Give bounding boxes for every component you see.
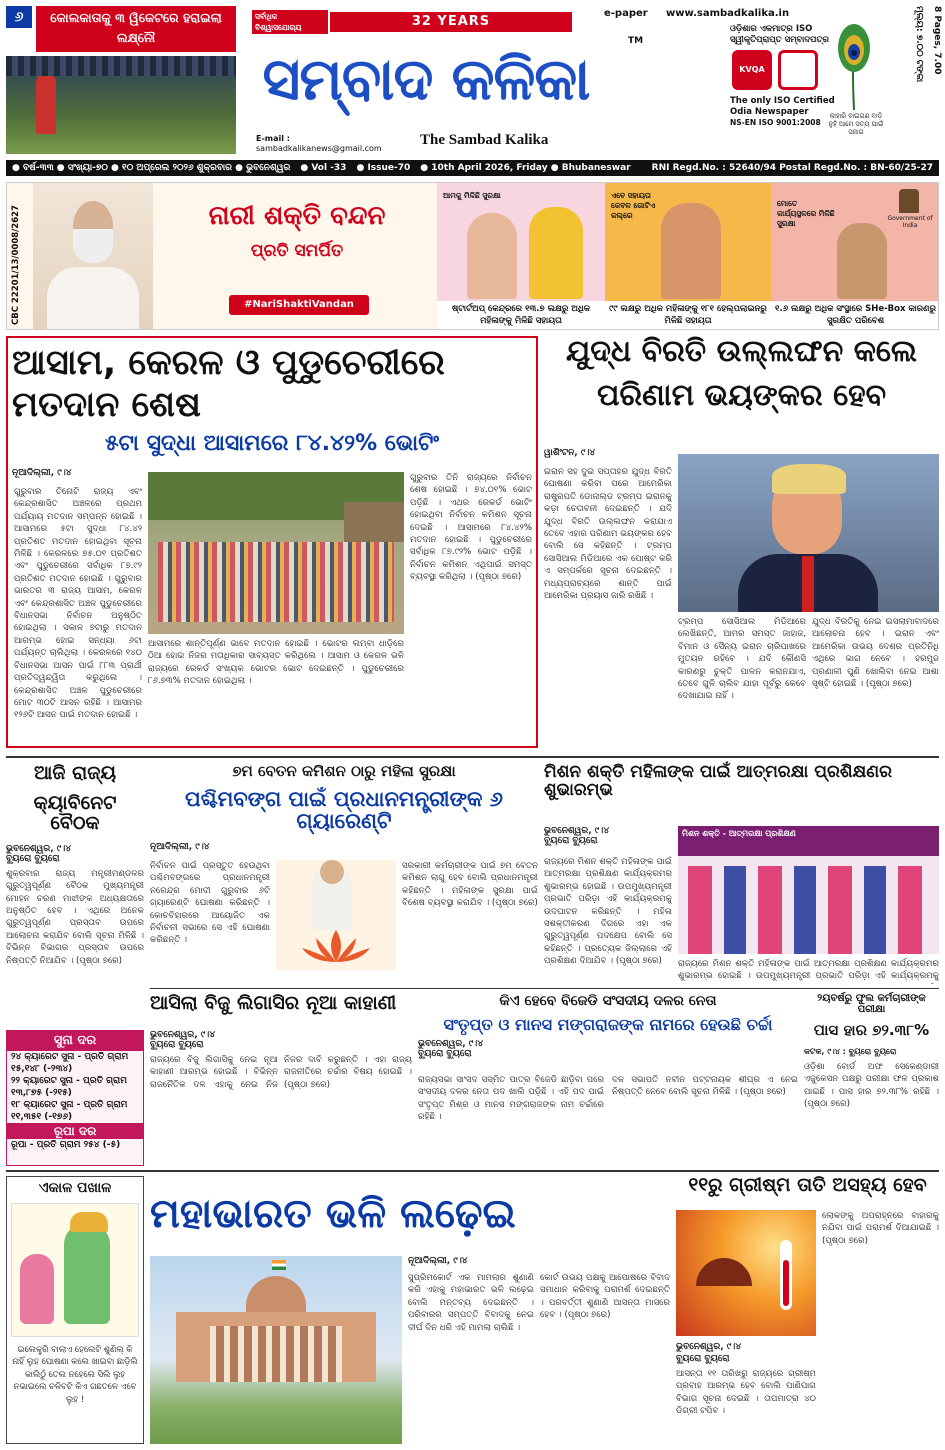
story7-kicker: କିଏ ହେବେ ବିଜେଡି ସଂସଦୀୟ ଦଳର ନେତା <box>499 993 717 1009</box>
cricket-photo <box>6 56 236 154</box>
story5-byline: ଭୁବନେଶ୍ୱର, ୯।୪ <box>544 826 610 836</box>
story6-byline: ଭୁବନେଶ୍ୱର, ୯।୪ <box>150 1029 216 1040</box>
story2-col3: ଯୁଦ୍ଧ ବିରତିକୁ ନେଇ ଇସଲାମାବାଦରେ ଆଲୋଚନା ହେବ । ଇରାନ ଏବଂ ଆମେରିକା ଉଭୟ ଦେଶର ପ୍ରତିନିଧି ଏଥିରେ ଭାଗ ନେବେ । ହରମୁଜ ପ୍ରଣାଳୀ ପୁଣି ଖୋଲିବା ନେଇ ଆଶା ସୃଷ୍ଟି ହୋଇଛି । (ପୃଷ୍ଠା ୭ରେ) <box>812 617 939 690</box>
voters-queue-photo <box>148 472 404 634</box>
trump-tie <box>802 556 814 612</box>
silver-title: ରୂପା ଦର <box>7 1123 143 1139</box>
cartoon-box <box>6 1176 144 1444</box>
story10-col1: ଆସନ୍ତା ୧୧ ତାରିଖରୁ ରାଜ୍ୟରେ ଗ୍ରୀଷ୍ମ ପ୍ରବାହ ଆରମ୍ଭ ହେବ ବୋଲି ପାଣିପାଗ ବିଭାଗ ସୂଚନା ଦେଇଛି । ତାପମାତ୍ରା ୪୦ ଡିଗ୍ରୀ ଟପିବ । <box>676 1369 816 1417</box>
cartoon-title: ଏକାଳ ପଖାଳ <box>38 1180 112 1196</box>
iso-logo-1: KVQA <box>732 50 772 90</box>
cartoon-woman <box>20 1254 54 1324</box>
email-link[interactable]: sambadkalikanews@gmail.com <box>256 144 382 153</box>
story-ceasefire[interactable] <box>544 336 939 748</box>
story7-byline: ଭୁବନେଶ୍ୱର, ୯।୪ <box>418 1039 484 1050</box>
dateline-issue: ● Issue-70 <box>356 163 411 173</box>
story3-bureau: ବ୍ୟୁରୋ ବ୍ୟୁରୋ <box>6 853 60 864</box>
email-label: E-mail : <box>256 134 290 143</box>
story-mahabharat[interactable] <box>150 1176 670 1444</box>
pm-figure-head <box>320 860 344 884</box>
gold-row-24-value: ୧୫,୧୪୮ (-୨୩୪) <box>11 1064 73 1074</box>
ad-hashtag[interactable]: #NariShaktiVandan <box>229 295 369 315</box>
epaper-label[interactable]: e-paper <box>604 8 648 19</box>
cartoon-man <box>64 1224 110 1324</box>
story7-headline: ସଂତୃପ୍ତ ଓ ମାନସ ମଙ୍ଗରାଜଙ୍କ ନାମରେ ହେଉଛି ଚର୍ଚ୍ଚା <box>443 1014 773 1034</box>
story3-headline-1: ଆଜି ରାଜ୍ୟ <box>33 762 117 784</box>
story8-headline-1: ୨ୟବର୍ଷରୁ ଫୁଲ କର୍ମଚାରୀଙ୍କ ପରୀକ୍ଷା <box>817 993 926 1015</box>
iso-odia: ଓଡ଼ିଶାର ଏକମାତ୍ର ISO ସ୍ୱୀକୃତିପ୍ରାପ୍ତ ସମ୍ବାଦପତ୍ର <box>730 24 829 45</box>
portrait-hair <box>73 229 113 263</box>
trump-photo <box>678 454 939 612</box>
divider-3 <box>6 1170 939 1172</box>
story9-byline: ନୂଆଦିଲ୍ଲୀ, ୯।୪ <box>408 1256 468 1266</box>
ad-banner[interactable] <box>6 182 939 330</box>
story-exam-result[interactable] <box>804 994 939 1164</box>
panel1-woman-1 <box>467 213 517 299</box>
gold-title: ସୁନା ଦର <box>7 1031 143 1051</box>
story2-col2: ଟ୍ରମ୍ପ ସୋସିଆଲ ମିଡିଆରେ ଲେଖିଛନ୍ତି, ଆମର ସମସ୍ତ ଜାହାଜ, ବିମାନ ଓ ସୈନ୍ୟ ଇରାନ ଚାରିପାଖରେ ମୁତୟନ ରହିବେ । ଯଦି କୌଣସି କାରଣରୁ ଚୁକ୍ତି ପାଳନ କରାନଯାଏ, ତେବେ ଗୁଳି ଚାଲିବ ଯାହା ପୂର୍ବରୁ କେବେ ଦେଖାଯାଇ ନାହିଁ । <box>678 617 806 702</box>
story-mission-shakti[interactable] <box>544 764 939 984</box>
umbrella-shape <box>696 1258 752 1286</box>
story1-subhead: ୫ଟା ସୁଦ୍ଧା ଆସାମରେ ୮୪.୪୨% ଭୋଟିଂ <box>104 431 440 456</box>
dateline-bar <box>6 160 939 176</box>
story8-text: ଓଡ଼ିଶା ବୋର୍ଡ ଅଫ ସେକେଣ୍ଡାରୀ ଏଜୁକେସନ ପକ୍ଷରୁ ପରୀକ୍ଷା ଫଳ ପ୍ରକାଶ ପାଇଛି । ପାସ ହାର ୭୨.୩୮% ରହିଛି । (ପୃଷ୍ଠା ୭ରେ) <box>804 1061 939 1109</box>
heatwave-photo <box>676 1210 816 1336</box>
thermometer-fill <box>783 1260 789 1306</box>
gov-emblem-icon <box>899 189 919 213</box>
mission-shakti-photo <box>678 826 939 954</box>
panel2-woman <box>661 203 721 299</box>
panel1-tag: ଆମକୁ ମିଳିଛି ସୁରକ୍ଷା <box>443 191 501 200</box>
story5-text: ରାଜ୍ୟରେ ମିଶନ ଶକ୍ତି ମହିଳାଙ୍କ ପାଇଁ ଆତ୍ମରକ୍ଷା ପ୍ରଶିକ୍ଷଣ କାର୍ଯ୍ୟକ୍ରମର ଶୁଭାରମ୍ଭ ହୋଇଛି । ଉପମୁଖ୍ୟମନ୍ତ୍ରୀ ପ୍ରଭାତି ପରିଡ଼ା ଏହି କାର୍ଯ୍ୟକ୍ରମକୁ ଉଦଘାଟନ କରିଛନ୍ତି । ମହିଳା ସଶକ୍ତୀକରଣ ଦିଗରେ ଏହା ଏକ ଗୁରୁତ୍ୱପୂର୍ଣ୍ଣ ପଦକ୍ଷେପ ବୋଲି ସେ କହିଛନ୍ତି । ପ୍ରତ୍ୟେକ ଜିଲ୍ଲାରେ ଏହି ପ୍ରଶିକ୍ଷଣ ଦିଆଯିବ । (ପୃଷ୍ଠା ୭ରେ) <box>544 857 672 967</box>
dateline-date: ● 10th April 2026, Friday ● Bhubaneswar <box>420 163 631 173</box>
story2-headline-1: ଯୁଦ୍ଧ ବିରତି ଉଲ୍ଲଙ୍ଘନ କଲେ <box>565 334 918 369</box>
stage-banner: ମିଶନ ଶକ୍ତି - ଆତ୍ମରକ୍ଷା ପ୍ରଶିକ୍ଷଣ <box>678 826 939 856</box>
story-pm-guarantees[interactable] <box>150 764 538 984</box>
story-heatwave[interactable] <box>676 1176 939 1444</box>
page-number-badge: ୬ <box>6 6 32 28</box>
silver-row: ରୂପା - ପ୍ରତି ଗ୍ରାମ ୨୫୪ (-୫) <box>11 1140 121 1150</box>
story3-text: ଶୁକ୍ରବାର ରାଜ୍ୟ ମନ୍ତ୍ରୀମଣ୍ଡଳର ଗୁରୁତ୍ୱପୂର୍ଣ୍ଣ ବୈଠକ ମୁଖ୍ୟମନ୍ତ୍ରୀ ମୋହନ ଚରଣ ମାଝୀଙ୍କ ଅଧ୍ୟକ୍ଷତାରେ ଅନୁଷ୍ଠିତ ହେବ । ଏଥିରେ ଅନେକ ଗୁରୁତ୍ୱପୂର୍ଣ୍ଣ ପ୍ରସ୍ତାବ ଉପରେ ଆଲୋଚନା କରାଯିବ ବୋଲି ସୂଚନା ମିଳିଛି । ବିଭିନ୍ନ ବିଭାଗର ପ୍ରସ୍ତାବ ଉପରେ ନିଷ୍ପତ୍ତି ନିଆଯିବ । (ପୃଷ୍ଠା ୭ରେ) <box>6 868 144 966</box>
story10-byline: ଭୁବନେଶ୍ୱର, ୯।୪ <box>676 1342 742 1352</box>
pm-portrait <box>33 183 153 330</box>
iso-line3: NS-EN ISO 9001:2008 <box>730 118 821 127</box>
story5-headline: ମିଶନ ଶକ୍ତି ମହିଳାଙ୍କ ପାଇଁ ଆତ୍ମରକ୍ଷା ପ୍ରଶିକ୍ଷଣର ଶୁଭାରମ୍ଭ <box>544 762 892 800</box>
trademark: TM <box>628 36 644 46</box>
panel2-tag: ଏବେ ସହାୟତା କେବଳ ଗୋଟିଏ କଲ୍‌ରେ <box>611 191 656 220</box>
flag-icon <box>272 1260 286 1270</box>
story4-col2: ସରକାରୀ କର୍ମଚାରୀଙ୍କ ପାଇଁ ୭ମ ବେତନ କମିଶନ ଲାଗୁ ହେବ ବୋଲି ପ୍ରଧାନମନ୍ତ୍ରୀ କହିଛନ୍ତି । ମହିଳାଙ୍କ ସୁରକ୍ଷା ପାଇଁ ବିଶେଷ ବ୍ୟବସ୍ଥା କରାଯିବ । (ପୃଷ୍ଠା ୭ରେ) <box>402 861 538 909</box>
story-bjd-leader[interactable] <box>418 994 798 1164</box>
peacock-feather-icon <box>834 20 874 110</box>
thermometer-icon <box>780 1240 792 1310</box>
cartoon-drawing <box>11 1203 139 1337</box>
ad-cbc-code: CBC 22201/13/0008/2627 <box>11 205 21 325</box>
divider-1 <box>6 756 939 758</box>
story4-kicker: ୭ମ ବେତନ କମିଶନ ଠାରୁ ମହିଳା ସୁରକ୍ଷା <box>232 762 456 780</box>
story1-col3: ଗୁରୁବାର ତିନି ରାଜ୍ୟରେ ନିର୍ବାଚନ ଶେଷ ହୋଇଛି । ୭୪.୦୧% ଭୋଟ ପଡ଼ିଛି । ଏଥର ରେକର୍ଡ ଭୋଟିଂ ହୋଇଥିବା ନିର୍ବାଚନ କମିଶନ ସୂଚନା ଦେଇଛି । ଆସାମରେ ୮୪.୪୨% ମତଦାନ ହୋଇଛି । ପୁଡୁଚେରୀରେ ସର୍ବାଧିକ ୮୭.୯୨% ଭୋଟ ପଡ଼ିଛି । ନିର୍ବାଚନ କମିଶନ ଏଥିପାଇଁ ସମସ୍ତ ବ୍ୟବସ୍ଥା କରିଥିଲା । (ପୃଷ୍ଠା ୭ରେ) <box>410 473 532 583</box>
panel3-woman <box>837 223 887 299</box>
gold-row-18-value: ୧୧,୩୫୧ (-୧୭୬) <box>11 1112 73 1122</box>
gold-row-24-label: ୨୪ କ୍ୟାରେଟ ସୁନା - ପ୍ରତି ଗ୍ରାମ <box>11 1052 129 1062</box>
price-vertical: ମୂଲ୍ୟ: ୭.୦୦ ଟଙ୍କା <box>914 6 924 83</box>
tagline-box: ସର୍ବାଧିକ ବିଶ୍ୱାସଯୋଗ୍ୟ ସମ୍ବାଦପତ୍ର <box>252 10 328 34</box>
story8-byline: କଟକ, ୯।୪ : ବ୍ୟୁରୋ ବ୍ୟୁରୋ <box>804 1046 897 1056</box>
panel1-woman-2 <box>529 207 583 299</box>
ad-subtitle: ପ୍ରତି ସମର୍ପିତ <box>250 241 344 261</box>
ad-panel-1 <box>437 183 605 330</box>
rates-box <box>6 1030 144 1166</box>
story1-byline: ନୂଆଦିଲ୍ଲୀ, ୯।୪ <box>12 468 72 478</box>
panel3-tag: ମୋତେ କାର୍ଯ୍ୟସ୍ଥଳରେ ମିଳିଛି ସୁରକ୍ଷା <box>777 199 835 228</box>
panel3-caption: ୧.୬ ଲକ୍ଷରୁ ଅଧିକ ସଂସ୍ଥାରେ SHe-Box କାରଣରୁ ସୁରକ୍ଷିତ ପରିବେଶ <box>771 301 939 330</box>
story8-headline-2: ପାସ ହାର ୭୨.୩୮% <box>813 1021 930 1039</box>
women-group <box>688 866 929 954</box>
pages-vertical: 8 Pages, 7.00 <box>932 6 942 75</box>
pm-rally-photo <box>276 860 396 970</box>
dateline-rni: RNI Regd.No. : 52640/94 Postal Regd.No. : BN-60/25-27 <box>651 163 933 173</box>
masthead <box>0 0 945 158</box>
queue-people <box>158 542 394 622</box>
story4-byline: ନୂଆଦିଲ୍ଲୀ, ୯।୪ <box>150 841 210 852</box>
divider-2 <box>150 988 939 989</box>
cartoon-caption: ଇଲେକ୍ଟ୍ରି ବାଲାଏ ହେଲେଟି ଶୁଣିଲ୍ କି ନାହିଁ ଲୁହ ଘୋଷଣା କଲେ ଖାଇବା ଛାଡ଼ିଲି କାଲିଠୁଁ ତେଲ ନହେଲେ ସିଲି ଲୁହ ନଭାଇଲେ ଚଳିବଟି କିଏ ଗଛତଳେ ଏବେ ଲୁହ ! <box>12 1344 138 1404</box>
ad-panel-2 <box>605 183 771 330</box>
story9-col2: କୋର୍ଟ ଉଭୟ ପକ୍ଷକୁ ଆପୋଷରେ ବିବାଦ ସମାଧାନ କରିବାକୁ ପରାମର୍ଶ ଦେଇଛନ୍ତି । ପରବର୍ତ୍ତୀ ଶୁଣାଣି ଆସନ୍ତା ମାସରେ ହେବ । (ପୃଷ୍ଠା ୭ରେ) <box>540 1273 670 1321</box>
story7-col2: ଦଳ ସଭାପତି ନବୀନ ପଟ୍ଟନାୟକ ଶୀଘ୍ର ଏ ନେଇ ନିଷ୍ପତ୍ତି ନେବେ ବୋଲି ସୂଚନା ମିଳିଛି । (ପୃଷ୍ଠା ୭ରେ) <box>612 1075 798 1098</box>
story4-headline: ପଶ୍ଚିମବଙ୍ଗ ପାଇଁ ପ୍ରଧାନମନ୍ତ୍ରୀଙ୍କ ୬ ଗ୍ୟାରେଣ୍ଟି <box>184 786 503 833</box>
story1-col2: ଆସାମରେ ଶାନ୍ତିପୂର୍ଣ୍ଣ ଭାବେ ମତଦାନ ହୋଇଛି । ଭୋଟର ଲମ୍ବା ଧାଡ଼ିରେ ଠିଆ ହୋଇ ନିଜର ମତାଧିକାର ସାବ୍ୟସ୍ତ କରିଥିଲେ । ଆସାମ ଓ କେରଳ ଭଳି ରାଜ୍ୟରେ ରେକର୍ଡ ସଂଖ୍ୟକ ଭୋଟର ଭୋଟ ଦେଇଛନ୍ତି । ପୁଡୁଚେରୀରେ ୮୬.୭୩% ମତଦାନ ହୋଇଥିଲା । <box>148 639 404 687</box>
story10-col2: ଲୋକଙ୍କୁ ଅପରାହ୍ନରେ ବାହାରକୁ ନଯିବା ପାଇଁ ପରାମର୍ଶ ଦିଆଯାଇଛି । (ପୃଷ୍ଠା ୭ରେ) <box>822 1211 939 1246</box>
story5-bureau: ବ୍ୟୁରୋ ବ୍ୟୁରୋ <box>544 836 598 846</box>
story3-byline: ଭୁବନେଶ୍ୱର, ୯।୪ <box>6 843 72 854</box>
years-ribbon: 32 YEARS <box>330 12 572 32</box>
crowd-strip <box>6 56 236 76</box>
story6-headline: ଆସିଲା ବିଜୁ ଲିଗାସିର ନୂଆ କାହାଣୀ <box>150 992 397 1014</box>
gold-row-18-label: ୧୮ କ୍ୟାରେଟ ସୁନା - ପ୍ରତି ଗ୍ରାମ <box>11 1100 128 1110</box>
story9-headline: ମହାଭାରତ ଭଳି ଲଢ଼େଇ <box>150 1191 516 1237</box>
portrait-body <box>47 267 139 330</box>
story2-col1: ଇରାନ ସହ ଦୁଇ ସପ୍ତାହର ଯୁଦ୍ଧ ବିରତି ଘୋଷଣା କରିବା ପରେ ଆମେରିକା ରାଷ୍ଟ୍ରପତି ଡୋନାଲ୍ଡ ଟ୍ରମ୍ପ ଇରାନକୁ କଡ଼ା ଚେତାବନୀ ଦେଇଛନ୍ତି । ଯଦି ଯୁଦ୍ଧ ବିରତି ଉଲ୍ଲଙ୍ଘନ କରାଯାଏ ତେବେ ଏହାର ପରିଣାମ ଭୟଙ୍କର ହେବ ବୋଲି ସେ କହିଛନ୍ତି । ଟ୍ରମ୍ପ ସୋସିଆଲ ମିଡିଆରେ ଏକ ପୋଷ୍ଟ କରି ଏ ସମ୍ପର୍କରେ ସୂଚନା ଦେଇଛନ୍ତି । ମଧ୍ୟପ୍ରାଚ୍ୟରେ ଶାନ୍ତି ପାଇଁ ଆମେରିକା ପ୍ରୟାସ ଜାରି ରଖିଛି । <box>544 467 672 602</box>
story-biju-legacy[interactable] <box>150 994 412 1164</box>
lotus-icon <box>296 926 376 966</box>
ad-panel-3 <box>771 183 939 330</box>
story2-byline: ୱାଶିଂଟନ, ୯।୪ <box>544 448 596 458</box>
story3-headline-2: କ୍ୟାବିନେଟ ବୈଠକ <box>33 791 117 834</box>
court-columns <box>210 1326 342 1382</box>
top-story-teaser[interactable]: କୋଲକାତାକୁ ୩ ୱିକେଟରେ ହରାଇଲା ଲକ୍ଷ୍ନୌ <box>36 6 236 52</box>
story10-headline: ୧୧ରୁ ଗ୍ରୀଷ୍ମ ତାତି ଅସହ୍ୟ ହେବ <box>688 1174 927 1196</box>
story9-col1: ସୁପ୍ରିମକୋର୍ଟ ଏକ ମାମଲାର ଶୁଣାଣି କରି ଏହାକୁ ମହାଭାରତ ଭଳି ଲଢ଼େଇ ବୋଲି ମନ୍ତବ୍ୟ ଦେଇଛନ୍ତି । ପରିବାରର ସମ୍ପତ୍ତି ବିବାଦକୁ ନେଇ ଦୀର୍ଘ ଦିନ ଧରି ଏହି ମାମଲା ଚାଲିଛି । <box>408 1273 534 1333</box>
website-link[interactable]: www.sambadkalika.in <box>666 8 790 19</box>
dateline-vol: ● Vol -33 <box>300 163 347 173</box>
logo: ସମ୍ବାଦ କଳିକା <box>262 45 590 113</box>
supreme-court-photo <box>150 1256 402 1444</box>
story7-col1: ରାଜ୍ୟସଭା ସାଂସଦ ସସ୍ମିତ ପାତ୍ର ବିଜେଡି ଛାଡ଼ିବା ପରେ ସଂସଦୀୟ ଦଳର ନେତା ପଦ ଖାଲି ପଡ଼ିଛି । ଏହି ପଦ ପାଇଁ ସଂତୃପ୍ତ ମିଶ୍ର ଓ ମାନସ ମଙ୍ଗରାଜଙ୍କ ନାମ ଚର୍ଚ୍ଚାରେ ରହିଛି । <box>418 1075 604 1123</box>
shelter-roof <box>344 502 404 542</box>
story10-bureau: ବ୍ୟୁରୋ ବ୍ୟୁରୋ <box>676 1354 730 1364</box>
story6-text: ରାଜ୍ୟରେ ବିଜୁ ଲିଗାସିକୁ ନେଇ ନୂଆ କାହାଣୀ ଆରମ୍ଭ ହୋଇଛି । ବିଭିନ୍ନ ରାଜନୈତିକ ଦଳ ଏହାକୁ ନେଇ ନିଜ ନିଜର ଦାବି କରୁଛନ୍ତି । ଏହା ରାଜ୍ୟ ରାଜନୀତିରେ ଚର୍ଚ୍ଚାର ବିଷୟ ହୋଇଛି । (ପୃଷ୍ଠା ୭ରେ) <box>150 1054 412 1090</box>
dateline-odia: ● ବର୍ଷ-୩୩ ● ସଂଖ୍ୟା-୭୦ ● ୧୦ ଅପ୍ରେଲ ୨୦୨୬ ଶୁକ୍ରବାର ● ଭୁବନେଶ୍ୱର <box>12 163 291 173</box>
story5-text-cont: ରାଜ୍ୟରେ ମିଶନ ଶକ୍ତି ମହିଳାଙ୍କ ପାଇଁ ଆତ୍ମରକ୍ଷା ପ୍ରଶିକ୍ଷଣ କାର୍ଯ୍ୟକ୍ରମର ଶୁଭାରମ୍ଭ ହୋଇଛି । ଉପମୁଖ୍ୟମନ୍ତ୍ରୀ ପ୍ରଭାତି ପରିଡ଼ା ଏହି କାର୍ଯ୍ୟକ୍ରମକୁ <box>678 959 939 982</box>
iso-line2: Odia Newspaper <box>730 107 809 117</box>
trump-hair <box>772 464 846 494</box>
english-name: The Sambad Kalika <box>420 132 549 148</box>
story1-headline: ଆସାମ, କେରଳ ଓ ପୁଡୁଚେରୀରେ ମତଦାନ ଶେଷ <box>12 343 445 425</box>
panel1-caption: ଷ୍ଟାର୍ଟଅପ୍ କେନ୍ଦ୍ରରେ ୧୩.୭ ଲକ୍ଷରୁ ଅଧିକ ମହିଳାଙ୍କୁ ମିଳିଛି ସହାୟତା <box>437 301 605 330</box>
story4-col1: ନିର୍ବାଚନ ପାଇଁ ପ୍ରସ୍ତୁତ ହେଉଥିବା ପଶ୍ଚିମବଙ୍ଗରେ ପ୍ରଧାନମନ୍ତ୍ରୀ ନରେନ୍ଦ୍ର ମୋଦୀ ଗୁରୁବାର ୬ଟି ଗ୍ୟାରେଣ୍ଟି ଘୋଷଣା କରିଛନ୍ତି । କୋଚବିହାରରେ ଆୟୋଜିତ ଏକ ନିର୍ବାଚନୀ ସଭାରେ ସେ ଏହି ଘୋଷଣା କରିଛନ୍ତି । <box>150 861 270 946</box>
iso-logo-2 <box>778 50 818 90</box>
panel2-caption: ୯୯ ଲକ୍ଷରୁ ଅଧିକ ମହିଳାଙ୍କୁ ୧୮୧ ହେଲ୍ପଲାଇନରୁ ମିଳିଛି ସହାୟତା <box>605 301 771 330</box>
gold-row-22-label: ୨୨ କ୍ୟାରେଟ ସୁନା - ପ୍ରତି ଗ୍ରାମ <box>11 1076 127 1086</box>
gold-row-22-value: ୧୩,୮୭୫ (-୨୧୫) <box>11 1088 72 1098</box>
feather-caption: କାହାରି ବାଇଗଣ ବାଡ଼ି ନୁହଁ ଆମେ ସତ୍ୟ ପାଇଁ ସଜାଗ <box>828 112 884 136</box>
ad-title: ନାରୀ ଶକ୍ତି ବନ୍ଦନ <box>208 201 386 231</box>
story-assam-election[interactable] <box>6 336 538 748</box>
story7-bureau: ବ୍ୟୁରୋ ବ୍ୟୁରୋ <box>418 1049 472 1060</box>
story6-bureau: ବ୍ୟୁରୋ ବ୍ୟୁରୋ <box>150 1039 204 1050</box>
story2-headline-2: ପରିଣାମ ଭୟଙ୍କର ହେବ <box>596 378 887 413</box>
cartoon-cap <box>70 1212 108 1232</box>
court-dome <box>246 1276 306 1316</box>
cricketer-figure <box>36 74 56 134</box>
story1-col1: ଗୁରୁବାର ତିନୋଟି ରାଜ୍ୟ ଏବଂ କେନ୍ଦ୍ରଶାସିତ ଅଞ୍ଚଳରେ ପ୍ରଥମ ପର୍ଯ୍ୟାୟ ମତଦାନ ସମ୍ପନ୍ନ ହୋଇଛି । ଆସାମରେ ୫ଟା ସୁଦ୍ଧା ୮୪.୪୨ ପ୍ରତିଶତ ମତଦାନ ହୋଇଥିବା ସୂଚନା ମିଳିଛି । କେରଳରେ ୭୫.୦୧ ପ୍ରତିଶତ ଏବଂ ପୁଡୁଚେରୀରେ ସର୍ବାଧିକ ୮୭.୯୨ ପ୍ରତିଶତ ମତଦାନ ହୋଇଛି । ଗୁରୁବାର ଭାରତର ୩ ରାଜ୍ୟ ଆସାମ, କେରଳ ଏବଂ କେନ୍ଦ୍ରଶାସିତ ଅଞ୍ଚଳ ପୁଡୁଚେରୀରେ ବିଧାନସଭା ନିର୍ବାଚନ ଅନୁଷ୍ଠିତ ହୋଇଥିଲା । ସକାଳ ୭ଟାରୁ ମତଦାନ ଆରମ୍ଭ ହୋଇ ସନ୍ଧ୍ୟା ୬ଟା ପର୍ଯ୍ୟନ୍ତ ଚାଲିଥିଲା । କେରଳରେ ୧୪୦ ବିଧାନସଭା ଆସନ ପାଇଁ ୮୮୩ ପ୍ରାର୍ଥୀ ପ୍ରତିଦ୍ୱନ୍ଦ୍ୱିତା କରୁଥିଲେ । କେନ୍ଦ୍ରଶାସିତ ଅଞ୍ଚଳ ପୁଡୁଚେରୀରେ ମୋଟ ୩୦ଟି ଆସନ ରହିଛି । ଆସାମର ୧୨୬ଟି ଆସନ ପାଇଁ ମତଦାନ ହୋଇଛି । <box>14 487 142 721</box>
story-cabinet[interactable] <box>6 764 144 1026</box>
iso-line1: The only ISO Certified <box>730 96 835 106</box>
gov-label: Government of India <box>887 215 933 229</box>
